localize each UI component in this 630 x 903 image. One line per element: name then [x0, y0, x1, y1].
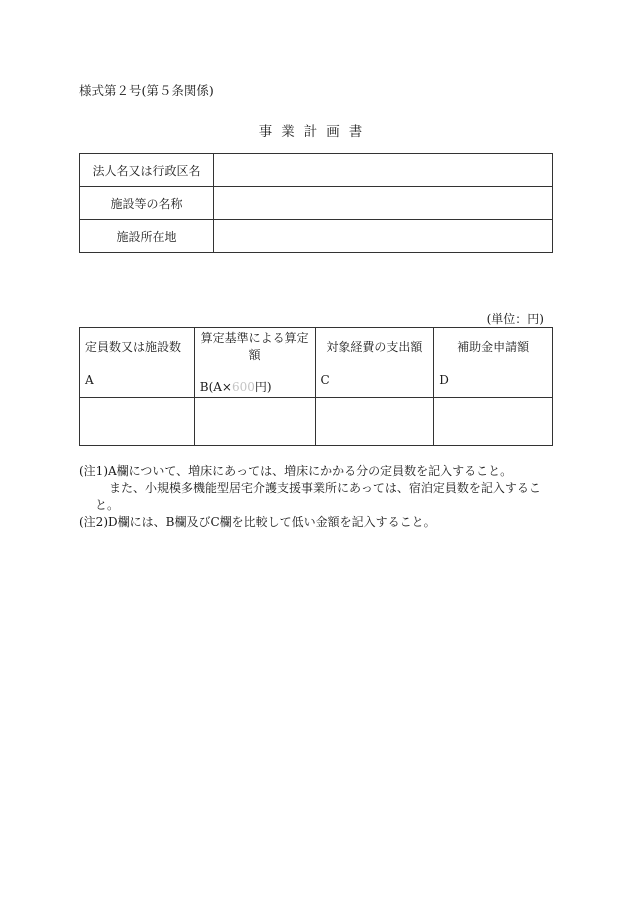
- plan-table: [79, 327, 553, 446]
- table-row: [80, 187, 553, 220]
- header-a-letter: A: [85, 373, 94, 387]
- header-b-amount: 600: [232, 380, 255, 394]
- value-cell-c[interactable]: [315, 398, 434, 446]
- header-cell-a: [80, 328, 195, 398]
- facility-name-label: 施設等の名称: [80, 187, 214, 220]
- note-1: (注1)A欄について、増床にあっては、増床にかかる分の定員数を記入すること。: [79, 464, 513, 478]
- facility-address-field[interactable]: [214, 220, 553, 253]
- unit-label: (単位：円): [486, 312, 544, 326]
- header-cell-d: [434, 328, 553, 398]
- document-title: 事業計画書: [258, 124, 372, 140]
- header-cell-c: [315, 328, 434, 398]
- header-d-letter: D: [439, 373, 449, 387]
- table-row: [80, 220, 553, 253]
- corporation-name-label: 法人名又は行政区名: [80, 154, 214, 187]
- header-c-label: 対象経費の支出額: [326, 340, 423, 354]
- value-cell-d[interactable]: [434, 398, 553, 446]
- header-d-label: 補助金申請額: [457, 340, 530, 354]
- header-cell-b: [194, 328, 315, 398]
- table-row: [80, 398, 553, 446]
- form-number: 様式第２号(第５条関係): [79, 83, 214, 98]
- header-b-formula: [200, 378, 272, 395]
- table-header-row: [80, 328, 553, 398]
- note-1-continuation: また、小規模多機能型居宅介護支援事業所にあっては、宿泊定員数を記入すること。: [95, 481, 541, 512]
- header-b-suffix: 円): [254, 380, 272, 394]
- applicant-info-table: [79, 153, 553, 253]
- table-row: [80, 154, 553, 187]
- header-b-prefix: B(A×: [199, 380, 232, 394]
- note-2: (注2)D欄には、B欄及びC欄を比較して低い金額を記入すること。: [79, 515, 436, 529]
- value-cell-a[interactable]: [80, 398, 195, 446]
- value-cell-b[interactable]: [194, 398, 315, 446]
- facility-name-field[interactable]: [214, 187, 553, 220]
- facility-address-label: 施設所在地: [80, 220, 214, 253]
- notes-section: [79, 463, 549, 531]
- header-c-letter: C: [320, 373, 330, 387]
- header-a-label: 定員数又は施設数: [85, 340, 182, 354]
- header-b-label: 算定基準による算定額: [200, 331, 309, 362]
- corporation-name-field[interactable]: [214, 154, 553, 187]
